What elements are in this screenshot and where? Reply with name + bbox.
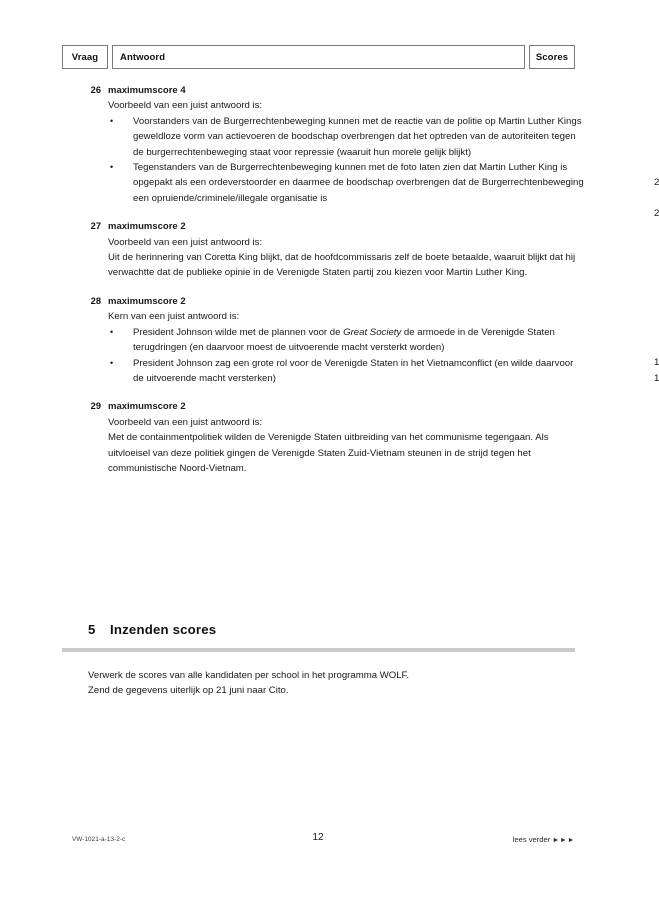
question-number: 28 [90, 295, 101, 306]
question-number: 26 [90, 85, 101, 95]
question-number: 27 [90, 221, 101, 232]
score-value: 2 [654, 177, 659, 189]
answer-bullet-list [108, 114, 659, 220]
maximum-score-label: maximumscore 2 [108, 401, 186, 413]
bullet-text [133, 325, 586, 356]
bullet-text-part-2: de armoede in de Verenigde Staten terugdringen (en daarvoor moest de uitvoerende macht versterkt worden) [133, 326, 555, 354]
answer-paragraph: Uit de herinnering van Coretta King blijkt, dat de hoofdcommissaris zelf de boete betaalde, waaruit blijkt dat hij verwachtte dat de publieke opinie in de Verenigde Staten partij zou kiezen voor Martin Luther King. [108, 252, 576, 279]
maximum-score-label: maximumscore 2 [108, 221, 186, 233]
section-inzenden-scores [0, 622, 636, 637]
section-divider [62, 648, 575, 652]
maximum-score-label: maximumscore 4 [108, 85, 186, 96]
question-block-26 [0, 83, 659, 220]
page-number: 12 [312, 832, 324, 843]
header-cell-antwoord [112, 45, 525, 69]
maximum-score-label: maximumscore 2 [108, 295, 186, 307]
exam-code: VW-1021-a-13-2-c [72, 836, 126, 843]
answer-lead-in: Voorbeeld van een juist antwoord is: [108, 100, 263, 112]
question-body [108, 83, 659, 220]
continue-reading-label: lees verder [512, 835, 551, 844]
question-body [108, 294, 659, 386]
score-value: 1 [654, 357, 659, 369]
header-cell-scores [529, 45, 575, 69]
answer-lead-in: Voorbeeld van een juist antwoord is: [108, 416, 263, 428]
answer-lead-in: Voorbeeld van een juist antwoord is: [108, 236, 263, 248]
list-item [108, 325, 659, 369]
document-header-table [62, 45, 575, 69]
continue-reading-note [513, 835, 575, 844]
question-block-27 [0, 219, 636, 281]
header-cell-vraag [62, 45, 108, 69]
question-block-28 [0, 294, 659, 386]
bullet-dot-icon: • [110, 326, 114, 337]
bullet-text: Tegenstanders van de Burgerrechtenbeweging kunnen met de foto laten zien dat Martin Luther King is opgepakt als een ordeverstoorder en daarmee de boodschap overbrengen dat de Burgerrechtenbeweging een opruiende/criminele/illegale organisatie is [133, 162, 584, 204]
answer-paragraph: Met de containmentpolitiek wilden de Verenigde Staten uitbreiding van het communisme tegengaan. Als uitvloeisel van deze politiek gingen de Verenigde Staten Zuid-Vietnam steunen in de strijd tegen het communistische Noord-Vietnam. [108, 432, 549, 474]
answer-bullet-list [108, 325, 659, 387]
work-title-italic: Great Society [343, 326, 402, 338]
section-paragraph-line-2: Zend de gegevens uiterlijk op 21 juni naar Cito. [88, 685, 289, 696]
score-value: 1 [654, 372, 659, 384]
bullet-text: Voorstanders van de Burgerrechtenbeweging kunnen met de reactie van de politie op Martin Luther Kings geweldloze vorm van actievoeren de boodschap overbrengen dat het optreden van de autoriteiten tegen de burgerrechtenbeweging staat voor repressie (waaruit hun morele gelijk blijkt) [133, 115, 582, 158]
section-heading [88, 622, 636, 637]
list-item [108, 160, 659, 220]
section-number: 5 [88, 622, 96, 637]
bullet-dot-icon: • [110, 357, 114, 368]
answer-lead-in: Kern van een juist antwoord is: [108, 311, 240, 323]
bullet-dot-icon: • [110, 162, 114, 173]
score-value: 2 [654, 208, 659, 220]
section-paragraph-line-1: Verwerk de scores van alle kandidaten per school in het programma WOLF. [88, 670, 410, 681]
bullet-text: President Johnson zag een grote rol voor de Verenigde Staten in het Vietnamconflict (en wilde daarvoor de uitvoerende macht versterken) [133, 357, 574, 384]
question-body [108, 399, 586, 476]
question-body [108, 219, 586, 281]
question-number: 29 [90, 401, 101, 412]
question-block-29 [0, 399, 636, 476]
triangle-right-arrows-icon: ►►► [552, 837, 575, 844]
list-item [108, 356, 659, 387]
header-antwoord-label: Antwoord [120, 51, 166, 63]
bullet-text-part-1: President Johnson wilde met de plannen voor de [133, 326, 344, 338]
section-title: Inzenden scores [110, 622, 217, 637]
page-footer [0, 832, 636, 854]
header-vraag-label: Vraag [71, 51, 99, 63]
bullet-dot-icon: • [110, 115, 114, 126]
answers-content [0, 83, 659, 489]
header-scores-label: Scores [535, 51, 569, 63]
